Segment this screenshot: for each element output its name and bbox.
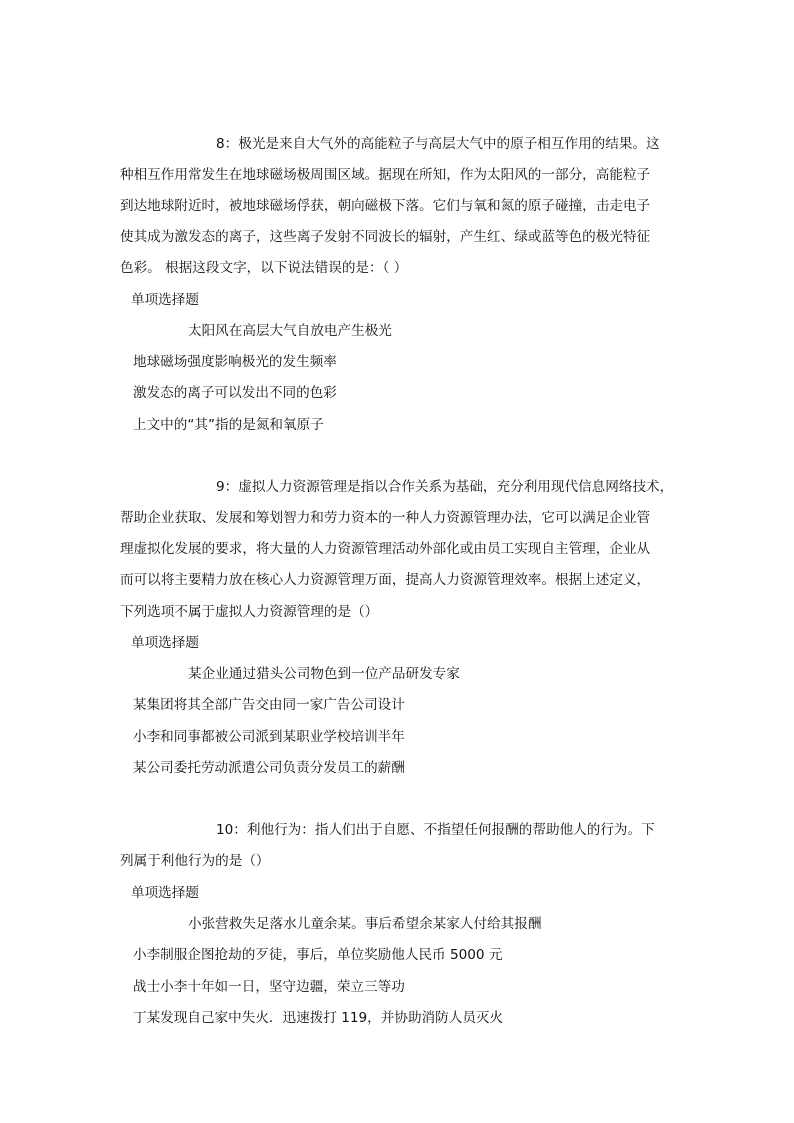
- question-9-line-1: 9：虚拟人力资源管理是指以合作关系为基础，充分利用现代信息网络技术，: [216, 479, 674, 495]
- question-8-option-a[interactable]: 太阳风在高层大气自放电产生极光: [188, 323, 392, 339]
- question-9-line-2: 帮助企业获取、发展和筹划智力和劳力资本的一种人力资源管理办法，它可以满足企业管: [120, 510, 651, 526]
- question-9-line-4: 而可以将主要精力放在核心人力资源管理万面，提高人力资源管理效率。根据上述定义，: [120, 572, 651, 588]
- question-9-option-b[interactable]: 某集团将其全部广告交由同一家广告公司设计: [133, 697, 405, 713]
- question-8-line-5: 色彩。 根据这段文字，以下说法错误的是：（ ）: [120, 260, 408, 276]
- question-9-line-3: 理虚拟化发展的要求，将大量的人力资源管理活动外部化或由员工实现自主管理，企业从: [120, 541, 651, 557]
- question-10-option-c[interactable]: 战士小李十年如一日，坚守边疆，荣立三等功: [133, 979, 405, 995]
- question-10-line-2: 列属于利他行为的是（）: [120, 853, 270, 869]
- question-9-type: 单项选择题: [131, 635, 199, 651]
- question-10-option-b[interactable]: 小李制服企图抢劫的歹徒，事后，单位奖励他人民币 5000 元: [133, 947, 503, 963]
- question-9-option-d[interactable]: 某公司委托劳动派遣公司负责分发员工的薪酬: [133, 760, 405, 776]
- question-8-line-4: 使其成为激发态的离子，这些离子发射不同波长的辐射，产生红、绿或蓝等色的极光特征: [120, 229, 651, 245]
- question-10-type: 单项选择题: [131, 885, 199, 901]
- question-10-option-d[interactable]: 丁某发现自己家中失火．迅速拨打 119，并协助消防人员灭火: [133, 1010, 504, 1026]
- question-9-line-5: 下列选项不属于虚拟人力资源管理的是（）: [120, 604, 379, 620]
- question-9-option-c[interactable]: 小李和同事都被公司派到某职业学校培训半年: [133, 729, 405, 745]
- question-8-type: 单项选择题: [131, 292, 199, 308]
- question-8-line-2: 种相互作用常发生在地球磁场极周围区域。据现在所知，作为太阳风的一部分，高能粒子: [120, 167, 651, 183]
- question-8-option-c[interactable]: 激发态的离子可以发出不同的色彩: [133, 385, 337, 401]
- question-8-option-d[interactable]: 上文中的“其”指的是氮和氧原子: [133, 417, 324, 433]
- question-8-line-3: 到达地球附近时，被地球磁场俘获，朝向磁极下落。它们与氧和氮的原子碰撞，击走电子: [120, 198, 651, 214]
- question-9-option-a[interactable]: 某企业通过猎头公司物色到一位产品研发专家: [188, 666, 460, 682]
- question-10-line-1: 10：利他行为：指人们出于自愿、不指望任何报酬的帮助他人的行为。下: [216, 822, 655, 838]
- question-8-line-1: 8：极光是来自大气外的高能粒子与高层大气中的原子相互作用的结果。这: [216, 136, 660, 152]
- question-10-option-a[interactable]: 小张营救失足落水儿童余某。事后希望余某家人付给其报酬: [188, 916, 542, 932]
- question-8-option-b[interactable]: 地球磁场强度影响极光的发生频率: [133, 354, 337, 370]
